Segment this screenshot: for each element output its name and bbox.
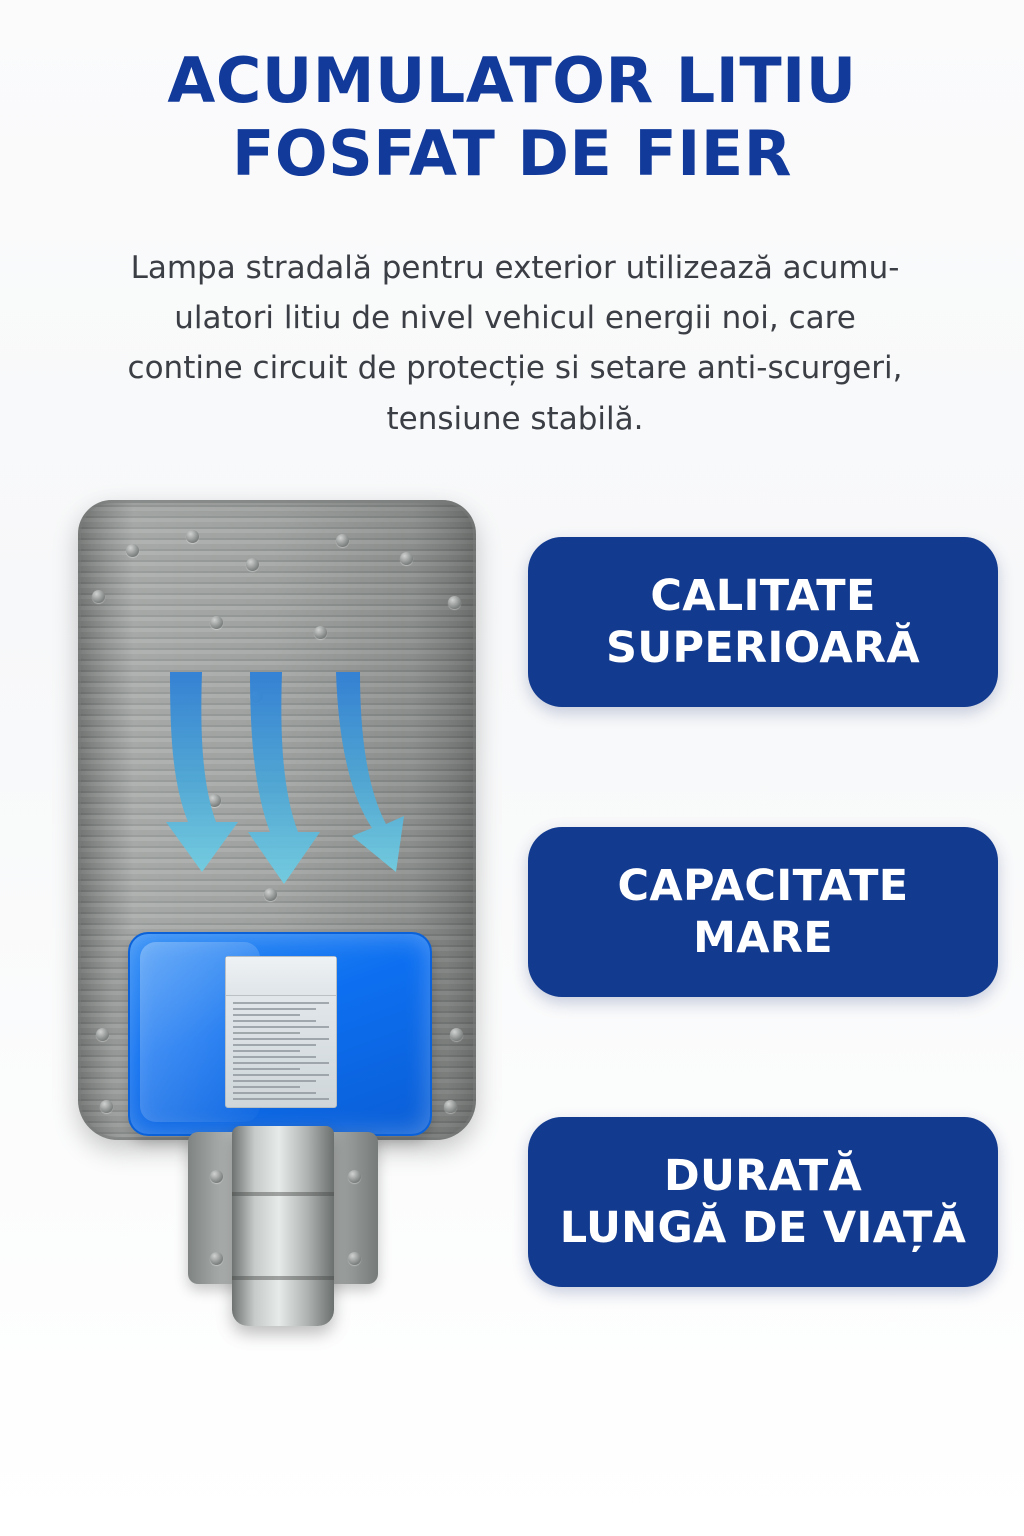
- screw-icon: [210, 1170, 223, 1183]
- screw-icon: [348, 1170, 361, 1183]
- screw-icon: [96, 1028, 109, 1041]
- subtitle-line-3: contine circuit de protecție si setare: [127, 350, 687, 387]
- feature-badge-capacity[interactable]: [528, 827, 998, 997]
- feature-badge-lifespan-line-1: DURATĂ: [663, 1150, 863, 1201]
- screw-icon: [100, 1100, 113, 1113]
- screw-icon: [450, 1028, 463, 1041]
- lamp-housing-icon: [78, 500, 476, 1140]
- tube-ring: [232, 1276, 334, 1280]
- screw-icon: [400, 552, 413, 565]
- screw-icon: [246, 558, 259, 571]
- subtitle-line-2: ulatori litiu de nivel vehicul energii noi, care: [174, 300, 856, 337]
- subtitle-line-1: Lampa stradală pentru exterior utilizează acumu-: [130, 250, 900, 286]
- screw-icon: [210, 616, 223, 629]
- pole-mount-bracket: [188, 1126, 378, 1326]
- screw-icon: [92, 590, 105, 603]
- feature-badge-lifespan-line-2: LUNGĂ DE VIAȚĂ: [559, 1203, 967, 1253]
- screw-icon: [336, 534, 349, 547]
- battery-spec-label: [225, 956, 337, 1108]
- screw-icon: [444, 1100, 457, 1113]
- battery-label-text-lines: [226, 996, 336, 1110]
- page-title: [50, 44, 974, 190]
- heat-flow-arrows-icon: [158, 672, 408, 902]
- lithium-battery-module: [128, 932, 432, 1136]
- screw-icon: [314, 626, 327, 639]
- feature-badge-quality-line-2: SUPERIOARĂ: [606, 623, 920, 673]
- product-image: [70, 498, 490, 1328]
- mounting-tube: [232, 1126, 334, 1326]
- feature-badge-lifespan[interactable]: [528, 1117, 998, 1287]
- page-title-line-2: FOSFAT DE FIER: [232, 117, 792, 191]
- feature-badge-capacity-line-1: CAPACITATE: [617, 860, 909, 911]
- screw-icon: [448, 596, 461, 609]
- screw-icon: [210, 1252, 223, 1265]
- page-title-line-1: ACUMULATOR LITIU: [167, 44, 857, 117]
- screw-icon: [126, 544, 139, 557]
- feature-badge-capacity-line-2: MARE: [693, 913, 833, 963]
- page-subtitle: [120, 243, 910, 444]
- screw-icon: [186, 530, 199, 543]
- tube-ring: [232, 1192, 334, 1196]
- feature-badge-quality-line-1: CALITATE: [650, 570, 876, 621]
- subtitle-line-4: anti-scurgeri, tensiune stabilă.: [386, 350, 903, 437]
- screw-icon: [348, 1252, 361, 1265]
- battery-label-header: [226, 957, 336, 996]
- feature-badge-quality[interactable]: [528, 537, 998, 707]
